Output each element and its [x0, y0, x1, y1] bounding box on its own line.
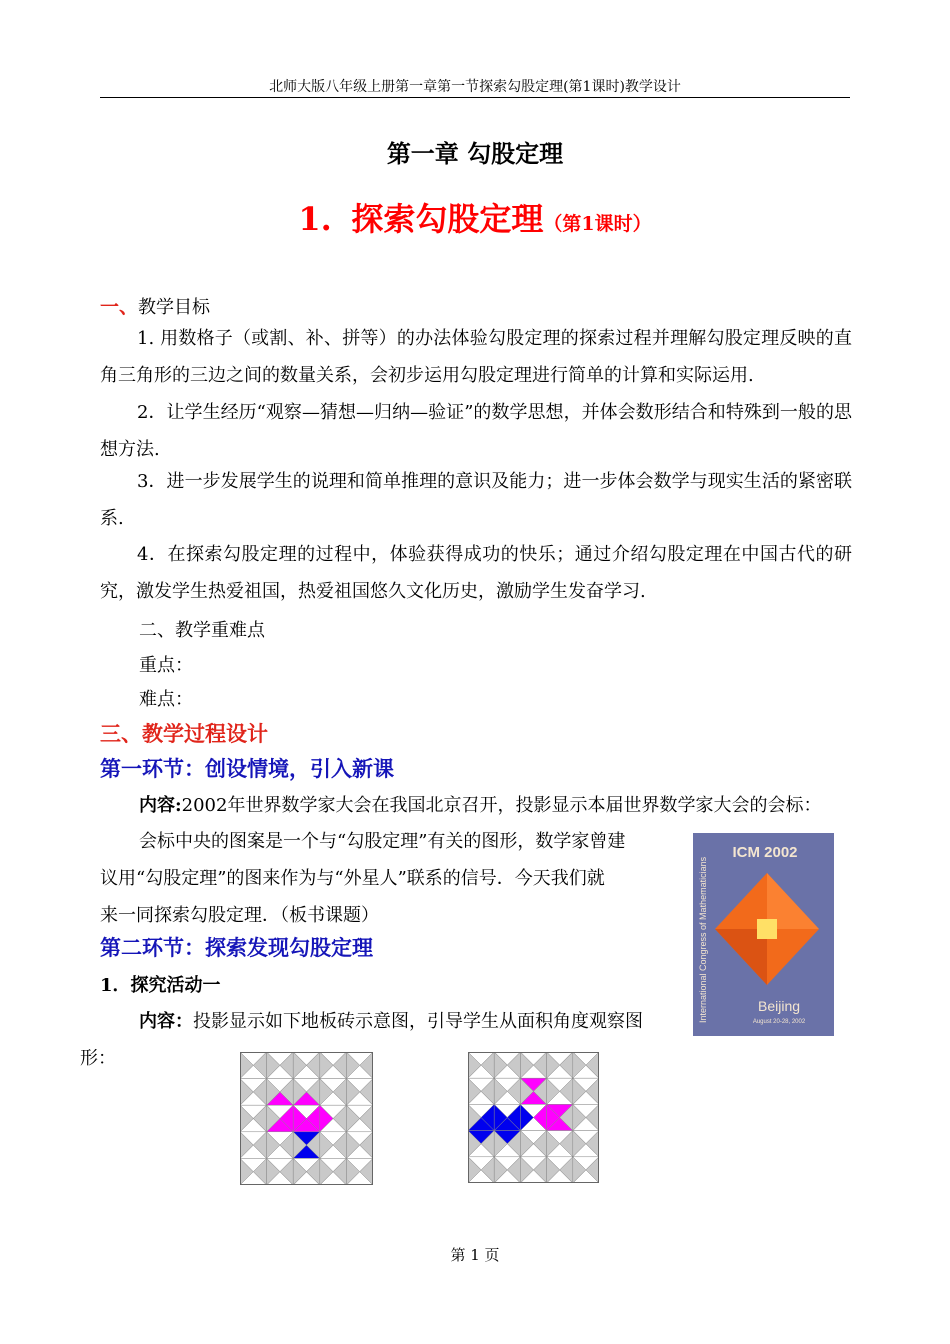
section1-marker: 一、: [100, 296, 139, 318]
page-header: 北师大版八年级上册第一章第一节探索勾股定理(第1课时)教学设计: [269, 79, 681, 95]
floor-tile-figure-1: [240, 1052, 373, 1185]
goal-item-4: 4．在探索勾股定理的过程中，体验获得成功的快乐；通过介绍勾股定理在中国古代的研究，激发学生热爱祖国，热爱祖国悠久文化历史，激励学生发奋学习.: [100, 544, 852, 602]
lesson-title-main: 探索勾股定理: [351, 200, 544, 238]
stage1-para-line-2: 议用“勾股定理”的图来作为与“外星人”联系的信号．今天我们就: [100, 868, 605, 889]
key-point-label: 重点：: [139, 655, 193, 676]
lesson-number: 1.: [298, 200, 332, 238]
icm-2002-logo: [693, 833, 834, 1036]
stage1-content-text: 2002年世界数学家大会在我国北京召开，投影显示本届世界数学家大会的会标：: [181, 795, 822, 816]
stage1-para-line-1: 会标中央的图案是一个与“勾股定理”有关的图形，数学家曾建: [139, 831, 626, 852]
stage2-heading: 第二环节：探索发现勾股定理: [100, 935, 373, 960]
section1-title: 教学目标: [138, 297, 211, 318]
stage1-heading: 第一环节：创设情境，引入新课: [100, 756, 394, 781]
lesson-title-sub: （第1课时）: [543, 213, 652, 235]
header-rule: [100, 97, 850, 98]
goal-item-1: 1. 用数格子（或割、补、拼等）的办法体验勾股定理的探索过程并理解勾股定理反映的直角三角形的三边之间的数量关系，会初步运用勾股定理进行简单的计算和实际运用.: [100, 328, 852, 386]
goal-item-2: 2．让学生经历“观察—猜想—归纳—验证”的数学思想，并体会数形结合和特殊到一般的思想方法.: [100, 402, 852, 460]
stage2-content-text: 投影显示如下地板砖示意图，引导学生从面积角度观察图: [193, 1011, 643, 1032]
chapter-title: 第一章 勾股定理: [386, 139, 564, 168]
stage1-content: [139, 791, 821, 817]
stage2-content-label: 内容：: [139, 1011, 193, 1032]
floor-tile-figure-2: [468, 1052, 599, 1183]
activity-1-heading: 1．探究活动一: [100, 975, 221, 996]
logo-side-text: International Congress of Mathematicians: [698, 856, 708, 1023]
lesson-title: [0, 194, 950, 240]
stage2-content: [139, 1007, 643, 1033]
goal-item-3: 3．进一步发展学生的说理和简单推理的意识及能力；进一步体会数学与现实生活的紧密联系.: [100, 471, 852, 529]
difficulty-label: 难点：: [139, 689, 193, 710]
page-footer: 第 1 页: [450, 1246, 500, 1264]
section2-heading: 二、教学重难点: [139, 620, 265, 641]
section3-heading: 三、教学过程设计: [100, 721, 268, 746]
stage1-content-label: 内容:: [139, 795, 182, 816]
logo-city: Beijing: [757, 998, 801, 1014]
logo-top-text: ICM 2002: [732, 844, 798, 861]
logo-date: August 20-28, 2002: [752, 1019, 806, 1025]
stage1-para-line-3: 来一同探索勾股定理．（板书课题）: [100, 905, 379, 926]
stage2-content-cont: 形：: [80, 1048, 116, 1069]
section1-heading: [100, 292, 210, 319]
